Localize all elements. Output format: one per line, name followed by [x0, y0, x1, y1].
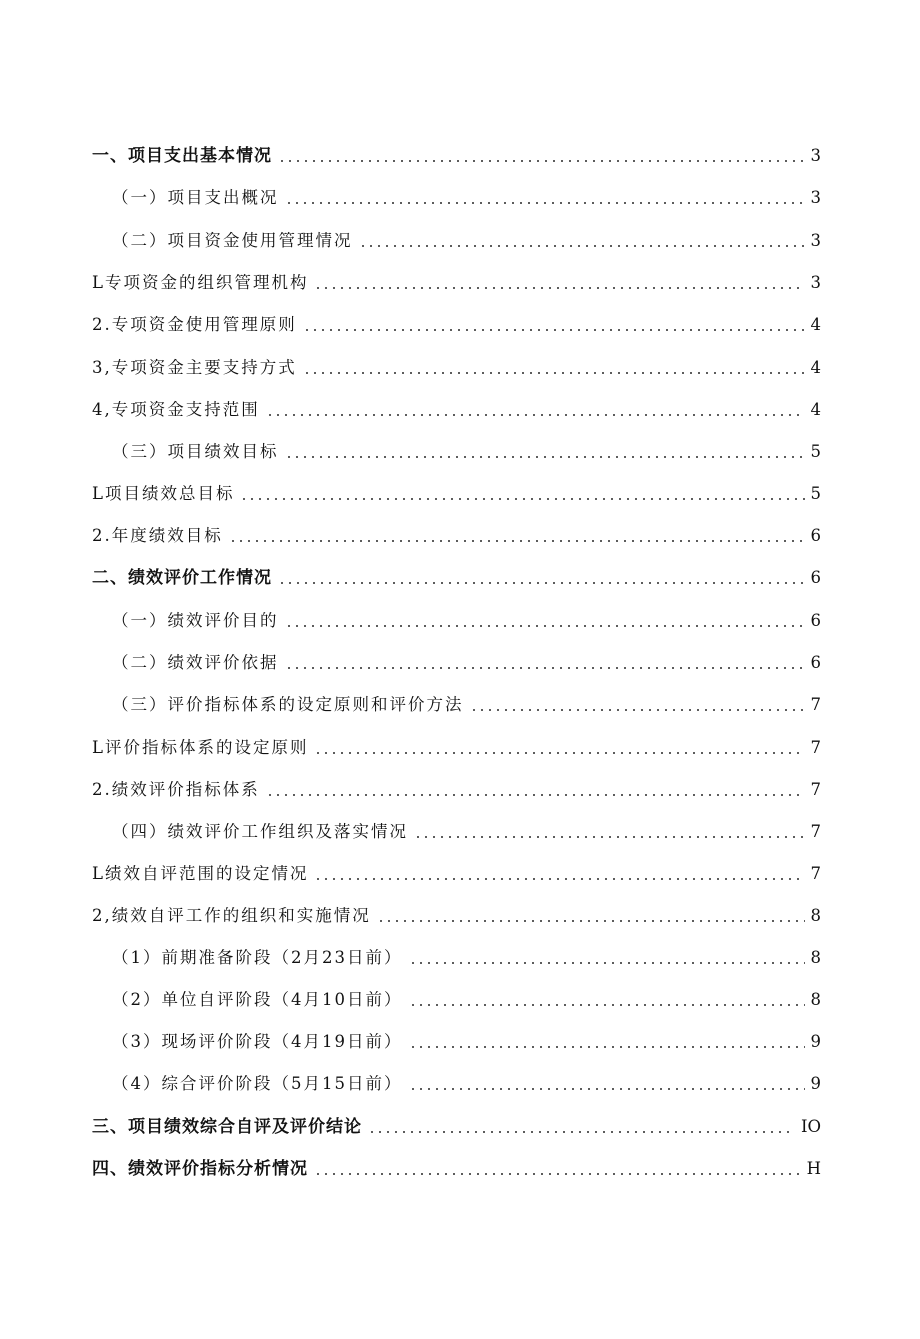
toc-dot-leader [285, 667, 805, 669]
toc-entry-label: 二、绩效评价工作情况 [92, 568, 272, 588]
toc-dot-leader [266, 414, 805, 416]
toc-dot-leader [359, 245, 805, 247]
toc-entry[interactable] [92, 820, 821, 844]
toc-entry-label: （三）项目绩效目标 [112, 442, 279, 461]
toc-entry-page: 7 [810, 822, 821, 841]
toc-entry-label: （二）绩效评价依据 [112, 653, 279, 672]
toc-dot-leader [285, 456, 805, 458]
toc-entry-page: 4 [810, 358, 821, 377]
toc-dot-leader [266, 794, 805, 796]
toc-entry-label: 3,专项资金主要支持方式 [92, 358, 297, 377]
toc-entry-page: 6 [810, 568, 821, 587]
toc-entry-label: L绩效自评范围的设定情况 [92, 864, 309, 883]
toc-entry-page: 7 [810, 695, 821, 714]
toc-dot-leader [314, 1173, 801, 1175]
toc-entry-page: IO [800, 1117, 821, 1136]
toc-dot-leader [470, 709, 805, 711]
toc-entry-label: 一、项目支出基本情况 [92, 146, 272, 166]
toc-entry-page: H [806, 1159, 821, 1178]
toc-entry[interactable] [92, 609, 821, 633]
toc-entry[interactable] [92, 186, 821, 210]
toc-entry-page: 6 [810, 653, 821, 672]
toc-dot-leader [229, 540, 805, 542]
toc-entry-page: 3 [810, 188, 821, 207]
toc-entry[interactable] [92, 271, 821, 295]
toc-entry[interactable] [92, 904, 821, 928]
toc-entry-page: 7 [810, 780, 821, 799]
toc-dot-leader [240, 498, 804, 500]
toc-entry[interactable] [92, 313, 821, 337]
toc-dot-leader [409, 1088, 805, 1090]
toc-dot-leader [278, 160, 805, 162]
toc-entry-label: 2,绩效自评工作的组织和实施情况 [92, 906, 371, 925]
toc-dot-leader [409, 1046, 805, 1048]
toc-entry-label: （三）评价指标体系的设定原则和评价方法 [112, 695, 464, 714]
toc-entry[interactable] [92, 398, 821, 422]
toc-dot-leader [303, 329, 805, 331]
toc-entry[interactable] [92, 229, 821, 253]
toc-entry[interactable] [92, 440, 821, 464]
toc-dot-leader [377, 920, 805, 922]
toc-entry[interactable] [92, 566, 821, 590]
toc-entry[interactable] [92, 736, 821, 760]
toc-entry[interactable] [92, 144, 821, 168]
toc-entry-page: 5 [810, 442, 821, 461]
toc-dot-leader [314, 287, 804, 289]
toc-entry-label: 四、绩效评价指标分析情况 [92, 1159, 308, 1179]
toc-dot-leader [409, 1004, 805, 1006]
toc-entry-label: （2）单位自评阶段（4月10日前） [112, 990, 403, 1009]
toc-entry-page: 8 [810, 906, 821, 925]
toc-dot-leader [285, 625, 805, 627]
toc-dot-leader [285, 202, 805, 204]
toc-entry[interactable] [92, 651, 821, 675]
toc-entry-label: L专项资金的组织管理机构 [92, 273, 309, 292]
toc-entry-page: 7 [810, 864, 821, 883]
toc-entry-page: 3 [810, 273, 821, 292]
toc-entry-label: （二）项目资金使用管理情况 [112, 231, 353, 250]
toc-entry-label: 4,专项资金支持范围 [92, 400, 260, 419]
toc-entry-page: 4 [810, 315, 821, 334]
toc-entry[interactable] [92, 946, 821, 970]
toc-entry-label: （一）项目支出概况 [112, 188, 279, 207]
toc-entry-label: （四）绩效评价工作组织及落实情况 [112, 822, 408, 841]
toc-dot-leader [278, 582, 805, 584]
toc-entry[interactable] [92, 1072, 821, 1096]
toc-entry[interactable] [92, 693, 821, 717]
toc-entry[interactable] [92, 524, 821, 548]
toc-entry-page: 5 [810, 484, 821, 503]
toc-entry-page: 8 [810, 948, 821, 967]
toc-dot-leader [314, 752, 804, 754]
toc-entry[interactable] [92, 1157, 821, 1181]
toc-entry-label: 2.专项资金使用管理原则 [92, 315, 297, 334]
toc-entry-page: 7 [810, 738, 821, 757]
toc-dot-leader [409, 962, 805, 964]
toc-entry-label: 三、项目绩效综合自评及评价结论 [92, 1117, 362, 1137]
toc-entry[interactable] [92, 356, 821, 380]
toc-entry-label: L项目绩效总目标 [92, 484, 235, 503]
toc-entry-page: 6 [810, 526, 821, 545]
toc-entry-page: 4 [810, 400, 821, 419]
toc-entry-page: 9 [810, 1074, 821, 1093]
toc-entry-page: 9 [810, 1032, 821, 1051]
toc-dot-leader [303, 372, 805, 374]
toc-entry-page: 8 [810, 990, 821, 1009]
toc-entry[interactable] [92, 1030, 821, 1054]
toc-entry[interactable] [92, 1115, 821, 1139]
toc-entry[interactable] [92, 482, 821, 506]
toc-entry[interactable] [92, 988, 821, 1012]
toc-dot-leader [368, 1131, 795, 1133]
toc-dot-leader [314, 878, 804, 880]
toc-entry-label: 2.绩效评价指标体系 [92, 780, 260, 799]
toc-entry-label: （一）绩效评价目的 [112, 611, 279, 630]
toc-entry-label: （3）现场评价阶段（4月19日前） [112, 1032, 403, 1051]
toc-entry-label: （1）前期准备阶段（2月23日前） [112, 948, 403, 967]
toc-dot-leader [414, 836, 805, 838]
toc-entry-label: L评价指标体系的设定原则 [92, 738, 309, 757]
toc-entry[interactable] [92, 778, 821, 802]
toc-entry-page: 6 [810, 611, 821, 630]
toc-entry-label: 2.年度绩效目标 [92, 526, 223, 545]
toc-entry-page: 3 [810, 146, 821, 165]
toc-entry-page: 3 [810, 231, 821, 250]
toc-entry-label: （4）综合评价阶段（5月15日前） [112, 1074, 403, 1093]
toc-entry[interactable] [92, 862, 821, 886]
